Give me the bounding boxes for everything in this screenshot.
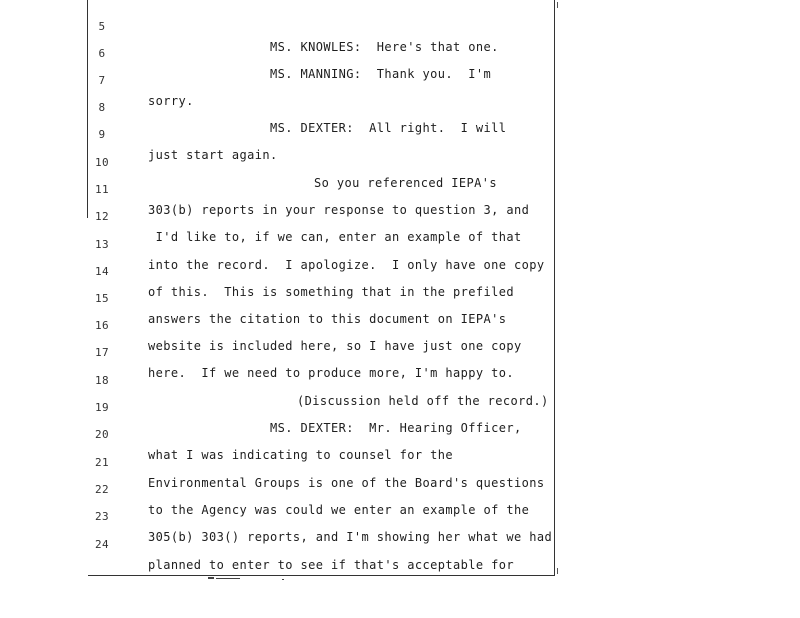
- line-number: 20: [94, 428, 110, 441]
- line-number: 17: [94, 346, 110, 359]
- line-text: 303(b) reports in your response to question 3, and: [148, 203, 530, 217]
- line-number: 5: [98, 20, 106, 33]
- bottom-rule: [88, 575, 555, 576]
- line-number: 23: [94, 510, 110, 523]
- line-number: 15: [94, 292, 110, 305]
- right-rule-tick: [557, 568, 558, 574]
- line-text: planned to enter to see if that's acceptable for: [148, 558, 514, 572]
- line-number: 6: [98, 47, 106, 60]
- line-text: (Discussion held off the record.): [297, 394, 549, 408]
- line-text: to the Agency was could we enter an example of the: [148, 503, 530, 517]
- line-number: 9: [98, 128, 106, 141]
- line-text: 305(b) 303() reports, and I'm showing her what we had: [148, 530, 553, 544]
- line-text: here. If we need to produce more, I'm happy to.: [148, 366, 514, 380]
- line-number: 24: [94, 538, 110, 551]
- line-text: MS. KNOWLES: Here's that one.: [270, 40, 499, 54]
- transcript-line: [0, 0, 560, 54]
- line-text: MS. DEXTER: Mr. Hearing Officer,: [270, 421, 522, 435]
- line-text: into the record. I apologize. I only have one copy: [148, 258, 545, 272]
- scan-smudge: [208, 577, 214, 579]
- line-number: 18: [94, 374, 110, 387]
- line-text: answers the citation to this document on IEPA's: [148, 312, 507, 326]
- line-text: Environmental Groups is one of the Board's questions: [148, 476, 545, 490]
- line-number: 22: [94, 483, 110, 496]
- line-number: 7: [98, 74, 106, 87]
- line-number: 13: [94, 238, 110, 251]
- line-number: 11: [94, 183, 110, 196]
- line-text: of this. This is something that in the prefiled: [148, 285, 514, 299]
- line-number: 12: [94, 210, 110, 223]
- line-text: MS. MANNING: Thank you. I'm: [270, 67, 492, 81]
- line-text: sorry.: [148, 94, 194, 108]
- line-number: 21: [94, 456, 110, 469]
- line-text: I'd like to, if we can, enter an example of that: [148, 230, 522, 244]
- line-number: 19: [94, 401, 110, 414]
- line-number: 10: [94, 156, 110, 169]
- line-text: just start again.: [148, 148, 278, 162]
- line-text: MS. DEXTER: All right. I will: [270, 121, 507, 135]
- scan-smudge: [216, 578, 240, 579]
- line-number: 14: [94, 265, 110, 278]
- line-number: 8: [98, 101, 106, 114]
- scan-smudge: [282, 579, 284, 580]
- line-text: what I was indicating to counsel for the: [148, 448, 453, 462]
- line-text: So you referenced IEPA's: [314, 176, 497, 190]
- line-number: 16: [94, 319, 110, 332]
- line-text: website is included here, so I have just one copy: [148, 339, 522, 353]
